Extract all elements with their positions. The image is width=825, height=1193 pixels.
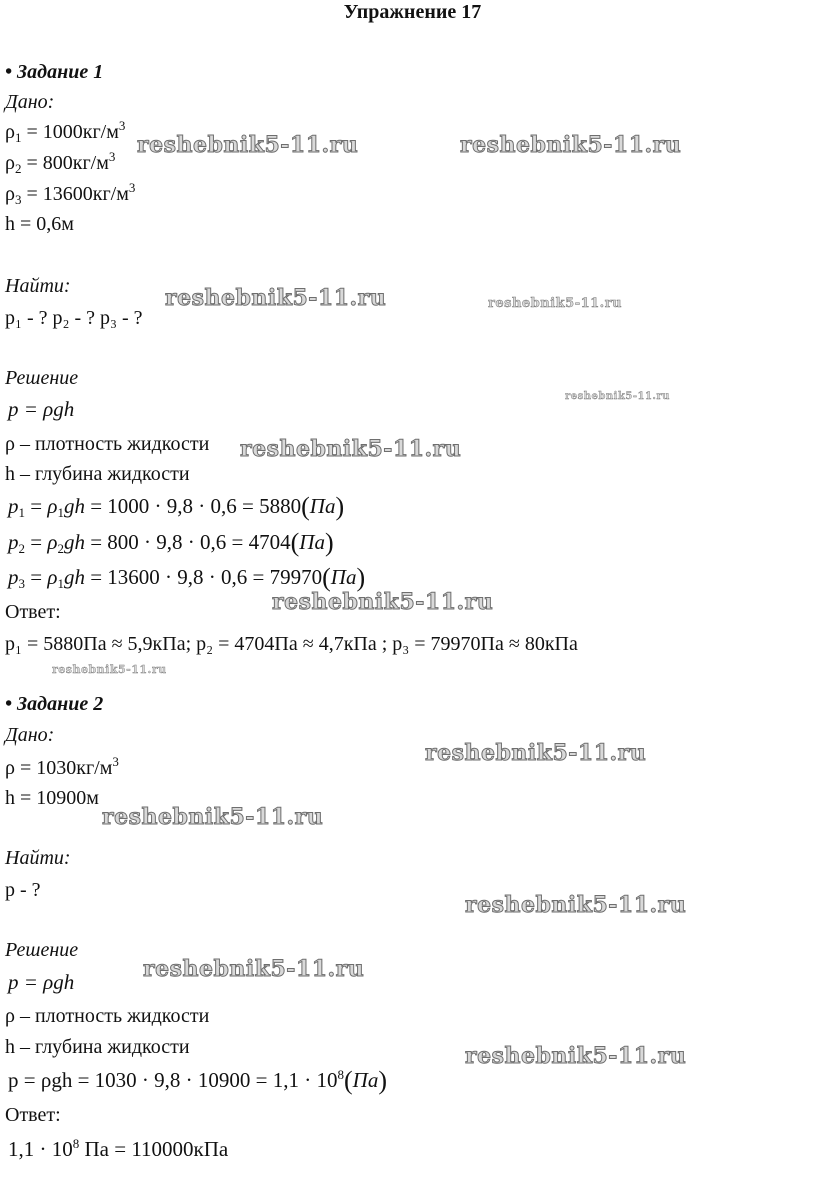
watermark: reshebnik5-11.ru	[565, 391, 670, 402]
task2-heading: • Задание 2	[5, 693, 104, 715]
watermark: reshebnik5-11.ru	[272, 589, 494, 615]
task2-solution-label: Решение	[5, 939, 79, 961]
watermark: reshebnik5-11.ru	[52, 663, 167, 676]
task2-find: p - ?	[5, 879, 41, 901]
task1-find-label: Найти:	[5, 275, 71, 297]
watermark: reshebnik5-11.ru	[465, 892, 687, 918]
task2-given-label: Дано:	[5, 724, 55, 746]
task1-calc2: $p_2 = \rho_2gh = 800 \cdot 9,8 \cdot 0,6 = 4704(Па)$	[8, 528, 334, 557]
task2-rho-desc: ρ – плотность жидкости	[5, 1005, 210, 1027]
task1-rho-desc: ρ – плотность жидкости	[5, 433, 210, 455]
watermark: reshebnik5-11.ru	[240, 436, 462, 462]
task2-given-h: h = 10900м	[5, 787, 99, 809]
task1-given-label: Дано:	[5, 91, 55, 113]
task1-calc1: $p_1 = \rho_1gh = 1000 \cdot 9,8 \cdot 0,6 = 5880(Па)$	[8, 492, 345, 521]
task2-given-rho: $\rho = 1030кг/м^3$	[5, 754, 119, 779]
page-title: Упражнение 17	[343, 1, 482, 23]
watermark: reshebnik5-11.ru	[465, 1043, 687, 1069]
task2-find-label: Найти:	[5, 847, 71, 869]
task1-given-rho2: $\rho_2 = 800кг/м^3$	[5, 149, 116, 176]
watermark: reshebnik5-11.ru	[137, 132, 359, 158]
task1-given-rho1: $\rho_1 = 1000кг/м^3$	[5, 118, 126, 145]
task1-answer: p₁ = 5880Па ≈ 5,9кПа; p₂ = 4704Па ≈ 4,7кПа ; p₃ = 79970Па ≈ 80кПа	[5, 633, 578, 655]
watermark: reshebnik5-11.ru	[460, 132, 682, 158]
task1-calc3: $p_3 = \rho_1gh = 13600 \cdot 9,8 \cdot 0,6 = 79970(Па)$	[8, 563, 366, 592]
task1-find: p₁ - ? p₂ - ? p₃ - ?	[5, 307, 143, 329]
task1-formula: p = ρgh	[8, 397, 75, 421]
watermark: reshebnik5-11.ru	[102, 804, 324, 830]
watermark: reshebnik5-11.ru	[425, 740, 647, 766]
task1-answer-label: Ответ:	[5, 601, 61, 623]
task2-h-desc: h – глубина жидкости	[5, 1036, 190, 1058]
watermark: reshebnik5-11.ru	[143, 956, 365, 982]
task2-calc: $p = \rho gh = 1030 \cdot 9,8 \cdot 10900 = 1,1 \cdot 10^8(Па)$	[8, 1066, 388, 1095]
task2-formula: p = ρgh	[8, 970, 75, 994]
watermark: reshebnik5-11.ru	[165, 285, 387, 311]
task2-answer: $1,1 \cdot 10^8$ Па = 110000кПа	[8, 1136, 229, 1161]
task1-heading: • Задание 1	[5, 61, 104, 83]
task2-answer-label: Ответ:	[5, 1104, 61, 1126]
task1-solution-label: Решение	[5, 367, 79, 389]
task1-given-h: h = 0,6м	[5, 213, 74, 235]
task1-h-desc: h – глубина жидкости	[5, 463, 190, 485]
task1-given-rho3: $\rho_3 = 13600кг/м^3$	[5, 180, 136, 207]
watermark: reshebnik5-11.ru	[488, 296, 623, 311]
